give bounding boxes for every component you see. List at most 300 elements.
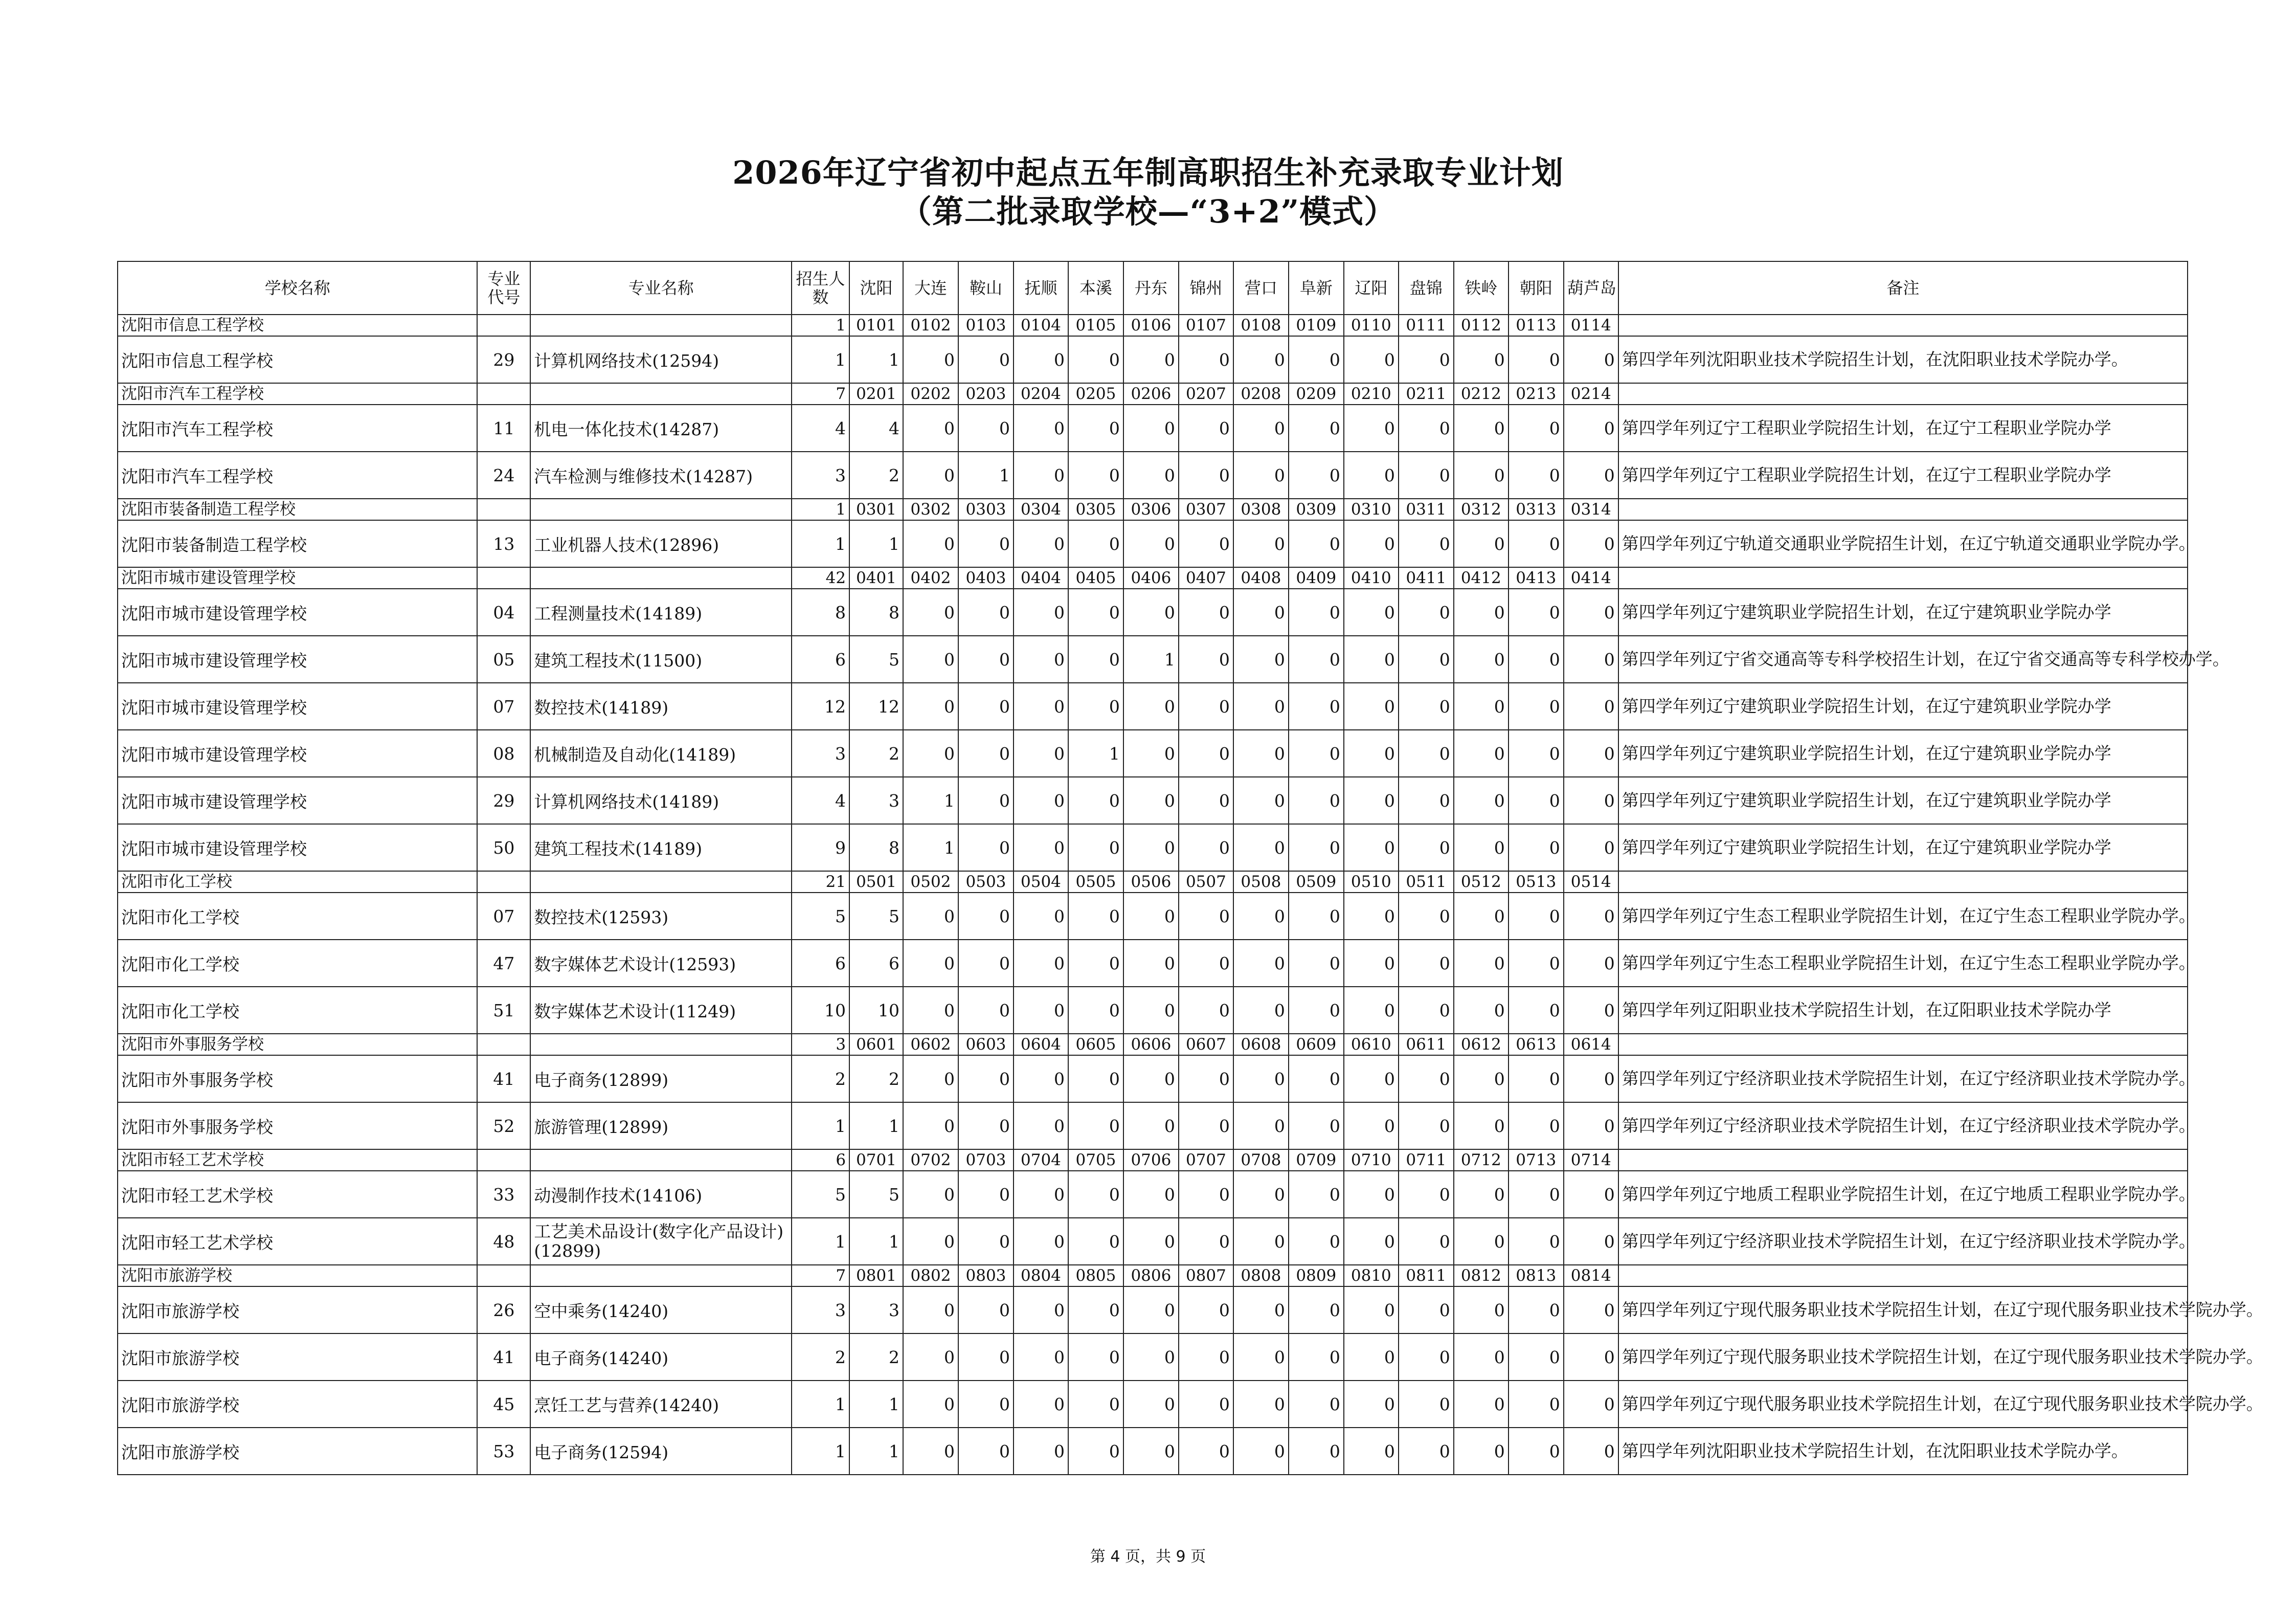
header-city: 沈阳	[849, 261, 903, 315]
city-quota: 0	[1344, 1428, 1399, 1475]
city-quota: 0	[1289, 1218, 1344, 1265]
city-code: 0808	[1233, 1265, 1289, 1286]
city-quota: 1	[849, 520, 903, 567]
city-quota: 0	[1454, 777, 1509, 824]
city-quota: 0	[1068, 987, 1123, 1034]
city-code: 0809	[1289, 1265, 1344, 1286]
school-summary-row	[118, 567, 2188, 589]
school-name: 沈阳市化工学校	[118, 940, 477, 987]
city-code: 0307	[1179, 499, 1233, 520]
city-quota: 0	[1454, 893, 1509, 940]
remark: 第四学年列辽宁现代服务职业技术学院招生计划，在辽宁现代服务职业技术学院办学。	[1618, 1381, 2188, 1428]
city-code: 0502	[903, 871, 958, 893]
city-quota: 0	[903, 636, 958, 683]
table-row	[118, 1102, 2188, 1149]
city-quota: 0	[1509, 893, 1564, 940]
city-quota: 1	[1068, 730, 1123, 777]
city-quota: 0	[1344, 987, 1399, 1034]
table-row	[118, 730, 2188, 777]
city-quota: 0	[958, 589, 1014, 636]
city-quota: 0	[1454, 589, 1509, 636]
city-quota: 0	[903, 1102, 958, 1149]
city-quota: 0	[903, 589, 958, 636]
title-line-2: （第二批录取学校—“3+2”模式）	[899, 193, 1397, 230]
city-quota: 0	[1344, 683, 1399, 730]
enroll-count: 5	[792, 893, 849, 940]
city-code: 0705	[1068, 1149, 1123, 1171]
remark	[1618, 1149, 2188, 1171]
school-name: 沈阳市外事服务学校	[118, 1102, 477, 1149]
table-row	[118, 636, 2188, 683]
school-summary-row	[118, 315, 2188, 336]
city-quota: 0	[1179, 405, 1233, 452]
table-row	[118, 987, 2188, 1034]
city-code: 0713	[1509, 1149, 1564, 1171]
city-code: 0610	[1344, 1034, 1399, 1055]
major-code	[477, 567, 530, 589]
city-quota: 0	[1123, 1171, 1179, 1218]
city-code: 0113	[1509, 315, 1564, 336]
city-quota: 0	[1399, 683, 1454, 730]
city-quota: 1	[849, 1102, 903, 1149]
city-code: 0604	[1014, 1034, 1068, 1055]
city-quota: 0	[1068, 1218, 1123, 1265]
city-quota: 0	[958, 1218, 1014, 1265]
city-quota: 0	[1179, 824, 1233, 871]
city-code: 0402	[903, 567, 958, 589]
enroll-total: 42	[792, 567, 849, 589]
city-quota: 0	[1289, 1102, 1344, 1149]
city-quota: 0	[1289, 636, 1344, 683]
city-quota: 0	[1179, 987, 1233, 1034]
city-quota: 0	[903, 1381, 958, 1428]
enroll-count: 4	[792, 777, 849, 824]
major-name: 机电一体化技术(14287)	[530, 405, 792, 452]
city-code: 0509	[1289, 871, 1344, 893]
city-quota: 0	[958, 1171, 1014, 1218]
city-quota: 0	[1509, 730, 1564, 777]
city-quota: 0	[1179, 683, 1233, 730]
city-quota: 0	[1068, 589, 1123, 636]
remark: 第四学年列辽宁建筑职业学院招生计划，在辽宁建筑职业学院办学	[1618, 589, 2188, 636]
city-quota: 0	[1123, 1286, 1179, 1333]
city-quota: 0	[903, 405, 958, 452]
city-quota: 1	[958, 452, 1014, 499]
city-quota: 0	[1454, 1286, 1509, 1333]
city-quota: 0	[1233, 1333, 1289, 1381]
header-city: 锦州	[1179, 261, 1233, 315]
city-quota: 0	[1344, 589, 1399, 636]
major-code: 47	[477, 940, 530, 987]
city-quota: 0	[1123, 1333, 1179, 1381]
city-quota: 0	[1014, 1055, 1068, 1102]
city-quota: 0	[1289, 1381, 1344, 1428]
city-quota: 0	[1014, 1218, 1068, 1265]
city-quota: 0	[958, 1381, 1014, 1428]
major-name: 旅游管理(12899)	[530, 1102, 792, 1149]
city-quota: 0	[1454, 824, 1509, 871]
city-quota: 0	[958, 893, 1014, 940]
enroll-count: 10	[792, 987, 849, 1034]
major-name	[530, 1034, 792, 1055]
city-quota: 0	[1344, 452, 1399, 499]
major-code: 41	[477, 1333, 530, 1381]
city-quota: 0	[958, 730, 1014, 777]
city-quota: 0	[1068, 452, 1123, 499]
major-name	[530, 315, 792, 336]
city-quota: 0	[1014, 452, 1068, 499]
city-quota: 0	[958, 987, 1014, 1034]
table-row	[118, 520, 2188, 567]
city-quota: 0	[1509, 589, 1564, 636]
city-code: 0701	[849, 1149, 903, 1171]
city-code: 0201	[849, 383, 903, 405]
city-quota: 0	[1344, 1102, 1399, 1149]
city-quota: 0	[1123, 336, 1179, 383]
major-name: 计算机网络技术(14189)	[530, 777, 792, 824]
city-quota: 0	[1289, 452, 1344, 499]
major-name: 数控技术(12593)	[530, 893, 792, 940]
city-code: 0107	[1179, 315, 1233, 336]
city-quota: 0	[1123, 940, 1179, 987]
city-quota: 0	[1344, 336, 1399, 383]
city-code: 0409	[1289, 567, 1344, 589]
city-quota: 0	[1289, 940, 1344, 987]
city-code: 0802	[903, 1265, 958, 1286]
city-code: 0412	[1454, 567, 1509, 589]
city-quota: 0	[958, 636, 1014, 683]
city-quota: 0	[1289, 520, 1344, 567]
city-code: 0207	[1179, 383, 1233, 405]
city-quota: 0	[1289, 893, 1344, 940]
city-quota: 0	[1509, 405, 1564, 452]
table-body	[118, 315, 2263, 1475]
city-quota: 0	[1454, 683, 1509, 730]
city-quota: 0	[1123, 589, 1179, 636]
major-code	[477, 383, 530, 405]
school-name: 沈阳市城市建设管理学校	[118, 636, 477, 683]
city-quota: 0	[1123, 520, 1179, 567]
city-quota: 0	[1233, 405, 1289, 452]
major-name: 工艺美术品设计(数字化产品设计)(12899)	[530, 1218, 792, 1265]
city-quota: 0	[1564, 1171, 1618, 1218]
remark	[1618, 871, 2188, 893]
city-quota: 1	[903, 824, 958, 871]
city-quota: 0	[903, 893, 958, 940]
enroll-count: 2	[792, 1055, 849, 1102]
major-name	[530, 1265, 792, 1286]
city-code: 0606	[1123, 1034, 1179, 1055]
city-quota: 0	[1564, 893, 1618, 940]
city-quota: 0	[1344, 824, 1399, 871]
city-quota: 0	[1233, 1171, 1289, 1218]
city-code: 0506	[1123, 871, 1179, 893]
school-name: 沈阳市城市建设管理学校	[118, 683, 477, 730]
city-quota: 0	[903, 336, 958, 383]
city-code: 0413	[1509, 567, 1564, 589]
city-quota: 0	[1454, 1381, 1509, 1428]
city-quota: 10	[849, 987, 903, 1034]
city-quota: 0	[1454, 452, 1509, 499]
city-quota: 0	[1399, 1381, 1454, 1428]
header-city: 辽阳	[1344, 261, 1399, 315]
school-name: 沈阳市旅游学校	[118, 1286, 477, 1333]
city-quota: 0	[1399, 589, 1454, 636]
city-quota: 6	[849, 940, 903, 987]
city-code: 0514	[1564, 871, 1618, 893]
city-quota: 0	[958, 824, 1014, 871]
school-name: 沈阳市旅游学校	[118, 1333, 477, 1381]
page-footer: 第 4 页，共 9 页	[1090, 1548, 1206, 1566]
city-quota: 0	[1344, 1381, 1399, 1428]
school-name: 沈阳市轻工艺术学校	[118, 1149, 477, 1171]
header-city: 盘锦	[1399, 261, 1454, 315]
city-quota: 0	[1454, 336, 1509, 383]
city-quota: 0	[1179, 452, 1233, 499]
enroll-count: 6	[792, 636, 849, 683]
header-enroll: 招生人数	[792, 261, 849, 315]
remark: 第四学年列辽宁生态工程职业学院招生计划，在辽宁生态工程职业学院办学。	[1618, 940, 2188, 987]
city-quota: 0	[1123, 1428, 1179, 1475]
school-name: 沈阳市轻工艺术学校	[118, 1171, 477, 1218]
enroll-count: 4	[792, 405, 849, 452]
city-quota: 0	[1068, 940, 1123, 987]
major-code: 08	[477, 730, 530, 777]
remark: 第四学年列沈阳职业技术学院招生计划，在沈阳职业技术学院办学。	[1618, 1428, 2188, 1475]
city-code: 0712	[1454, 1149, 1509, 1171]
major-code: 11	[477, 405, 530, 452]
city-quota: 0	[1014, 1286, 1068, 1333]
city-quota: 0	[1399, 452, 1454, 499]
city-quota: 0	[1399, 893, 1454, 940]
city-quota: 0	[1454, 636, 1509, 683]
city-quota: 0	[958, 1333, 1014, 1381]
enroll-total: 6	[792, 1149, 849, 1171]
city-quota: 0	[958, 1055, 1014, 1102]
major-code: 24	[477, 452, 530, 499]
table-row	[118, 683, 2188, 730]
city-code: 0602	[903, 1034, 958, 1055]
city-code: 0311	[1399, 499, 1454, 520]
city-quota: 0	[1344, 1218, 1399, 1265]
city-quota: 0	[1179, 636, 1233, 683]
table-row	[118, 1218, 2188, 1265]
header-city: 阜新	[1289, 261, 1344, 315]
major-name	[530, 871, 792, 893]
city-quota: 0	[1344, 636, 1399, 683]
school-name: 沈阳市装备制造工程学校	[118, 520, 477, 567]
city-quota: 0	[1068, 405, 1123, 452]
city-quota: 0	[1233, 1286, 1289, 1333]
city-quota: 0	[1564, 520, 1618, 567]
city-quota: 0	[1344, 1171, 1399, 1218]
city-quota: 0	[1179, 1171, 1233, 1218]
city-quota: 1	[1123, 636, 1179, 683]
city-quota: 0	[1179, 1102, 1233, 1149]
city-quota: 0	[1509, 1218, 1564, 1265]
city-quota: 0	[903, 452, 958, 499]
city-quota: 0	[1068, 1171, 1123, 1218]
city-quota: 0	[903, 1055, 958, 1102]
remark: 第四学年列沈阳职业技术学院招生计划，在沈阳职业技术学院办学。	[1618, 336, 2188, 383]
remark: 第四学年列辽宁生态工程职业学院招生计划，在辽宁生态工程职业学院办学。	[1618, 893, 2188, 940]
city-code: 0301	[849, 499, 903, 520]
city-quota: 0	[1068, 1333, 1123, 1381]
city-code: 0103	[958, 315, 1014, 336]
school-name: 沈阳市城市建设管理学校	[118, 567, 477, 589]
city-quota: 0	[958, 520, 1014, 567]
city-quota: 0	[1399, 1333, 1454, 1381]
school-summary-row	[118, 1149, 2188, 1171]
city-quota: 0	[1014, 893, 1068, 940]
city-quota: 0	[1344, 405, 1399, 452]
city-quota: 0	[1344, 777, 1399, 824]
school-name: 沈阳市外事服务学校	[118, 1034, 477, 1055]
city-quota: 0	[1289, 987, 1344, 1034]
major-code: 48	[477, 1218, 530, 1265]
city-quota: 0	[903, 1428, 958, 1475]
remark: 第四学年列辽宁建筑职业学院招生计划，在辽宁建筑职业学院办学	[1618, 824, 2188, 871]
school-name: 沈阳市信息工程学校	[118, 336, 477, 383]
city-quota: 0	[1233, 683, 1289, 730]
enroll-count: 3	[792, 730, 849, 777]
city-quota: 12	[849, 683, 903, 730]
school-name: 沈阳市化工学校	[118, 987, 477, 1034]
city-quota: 0	[1564, 589, 1618, 636]
remark: 第四学年列辽宁建筑职业学院招生计划，在辽宁建筑职业学院办学	[1618, 683, 2188, 730]
city-code: 0309	[1289, 499, 1344, 520]
city-quota: 1	[849, 1218, 903, 1265]
city-code: 0503	[958, 871, 1014, 893]
enroll-count: 2	[792, 1333, 849, 1381]
school-name: 沈阳市外事服务学校	[118, 1055, 477, 1102]
enroll-total: 1	[792, 315, 849, 336]
city-quota: 0	[958, 1102, 1014, 1149]
city-code: 0210	[1344, 383, 1399, 405]
city-quota: 0	[1399, 520, 1454, 567]
remark: 第四学年列辽宁建筑职业学院招生计划，在辽宁建筑职业学院办学	[1618, 730, 2188, 777]
major-code	[477, 871, 530, 893]
admission-plan-table	[117, 261, 2263, 1475]
major-name: 电子商务(12594)	[530, 1428, 792, 1475]
city-code: 0708	[1233, 1149, 1289, 1171]
city-quota: 0	[1014, 683, 1068, 730]
city-quota: 1	[849, 1428, 903, 1475]
city-quota: 0	[1564, 777, 1618, 824]
school-name: 沈阳市化工学校	[118, 871, 477, 893]
school-name: 沈阳市旅游学校	[118, 1265, 477, 1286]
city-code: 0112	[1454, 315, 1509, 336]
city-quota: 0	[1014, 336, 1068, 383]
major-name: 电子商务(14240)	[530, 1333, 792, 1381]
city-code: 0603	[958, 1034, 1014, 1055]
city-code: 0510	[1344, 871, 1399, 893]
city-quota: 0	[1289, 683, 1344, 730]
city-quota: 0	[1399, 1428, 1454, 1475]
city-quota: 0	[1454, 1102, 1509, 1149]
city-code: 0513	[1509, 871, 1564, 893]
city-quota: 0	[1179, 777, 1233, 824]
city-quota: 0	[1344, 520, 1399, 567]
title-line-1: 2026年辽宁省初中起点五年制高职招生补充录取专业计划	[732, 154, 1564, 191]
city-quota: 0	[1509, 1055, 1564, 1102]
city-quota: 0	[1233, 1218, 1289, 1265]
city-quota: 0	[1123, 452, 1179, 499]
city-code: 0310	[1344, 499, 1399, 520]
city-code: 0810	[1344, 1265, 1399, 1286]
city-code: 0504	[1014, 871, 1068, 893]
city-quota: 0	[1014, 1333, 1068, 1381]
city-quota: 0	[1123, 1381, 1179, 1428]
city-quota: 0	[958, 1428, 1014, 1475]
major-code: 04	[477, 589, 530, 636]
city-quota: 0	[1454, 520, 1509, 567]
city-quota: 0	[1233, 520, 1289, 567]
city-quota: 0	[1289, 1055, 1344, 1102]
city-quota: 0	[1289, 1333, 1344, 1381]
city-code: 0803	[958, 1265, 1014, 1286]
remark: 第四学年列辽阳职业技术学院招生计划，在辽阳职业技术学院办学	[1618, 987, 2188, 1034]
city-code: 0403	[958, 567, 1014, 589]
city-quota: 0	[1399, 1171, 1454, 1218]
enroll-count: 3	[792, 1286, 849, 1333]
remark: 第四学年列辽宁地质工程职业学院招生计划，在辽宁地质工程职业学院办学。	[1618, 1171, 2188, 1218]
city-quota: 0	[1344, 893, 1399, 940]
major-code: 41	[477, 1055, 530, 1102]
city-quota: 0	[903, 730, 958, 777]
major-code: 33	[477, 1171, 530, 1218]
school-name: 沈阳市汽车工程学校	[118, 383, 477, 405]
city-quota: 0	[1509, 336, 1564, 383]
major-code	[477, 1034, 530, 1055]
remark	[1618, 1034, 2188, 1055]
city-code: 0812	[1454, 1265, 1509, 1286]
city-quota: 0	[1454, 1428, 1509, 1475]
city-quota: 0	[1123, 730, 1179, 777]
city-code: 0212	[1454, 383, 1509, 405]
table-row	[118, 824, 2188, 871]
major-code	[477, 499, 530, 520]
city-quota: 3	[849, 1286, 903, 1333]
city-code: 0814	[1564, 1265, 1618, 1286]
major-code: 51	[477, 987, 530, 1034]
city-quota: 0	[1014, 520, 1068, 567]
enroll-count: 3	[792, 452, 849, 499]
table-row	[118, 1171, 2188, 1218]
remark: 第四学年列辽宁工程职业学院招生计划，在辽宁工程职业学院办学	[1618, 405, 2188, 452]
city-quota: 0	[1564, 1055, 1618, 1102]
city-quota: 0	[1179, 1333, 1233, 1381]
school-summary-row	[118, 871, 2188, 893]
table-row	[118, 589, 2188, 636]
remark: 第四学年列辽宁现代服务职业技术学院招生计划，在辽宁现代服务职业技术学院办学。	[1618, 1333, 2188, 1381]
header-city: 丹东	[1123, 261, 1179, 315]
city-quota: 0	[1399, 636, 1454, 683]
city-quota: 0	[1123, 405, 1179, 452]
city-quota: 0	[1399, 405, 1454, 452]
city-code: 0111	[1399, 315, 1454, 336]
city-quota: 0	[1014, 1381, 1068, 1428]
school-summary-row	[118, 383, 2188, 405]
city-quota: 0	[1564, 824, 1618, 871]
city-quota: 0	[1509, 1428, 1564, 1475]
school-name: 沈阳市汽车工程学校	[118, 452, 477, 499]
school-summary-row	[118, 499, 2188, 520]
city-quota: 0	[903, 1286, 958, 1333]
city-quota: 0	[1068, 1381, 1123, 1428]
remark	[1618, 499, 2188, 520]
major-name: 汽车检测与维修技术(14287)	[530, 452, 792, 499]
